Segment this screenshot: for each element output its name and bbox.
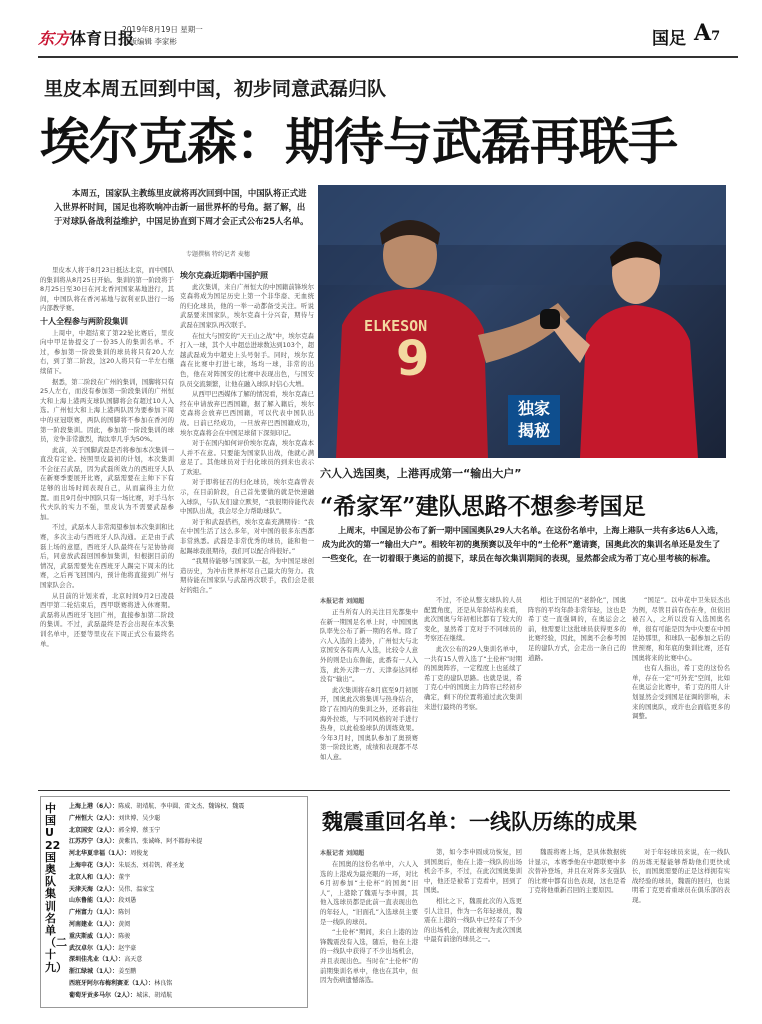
- roster-team: 深圳佳兆业（1人）：: [69, 956, 125, 964]
- third-paragraph: 在国奥的这份名单中，六人入选的上港成为最亮眼的一环，对比6月初参加“土伦杯”的国奥“旧人”，上港除了魏震与李申圆，其他入选球员都是此前一直表现出色的年轻人，“旧面孔”入选球员主要是一线队的球员。: [320, 860, 418, 926]
- roster-players: 陈钊: [118, 909, 131, 917]
- roster-players: 陈威、胡靖航、李申圆、雷文杰、魏锦权、魏震: [118, 803, 245, 810]
- col1-paragraph: 从目前的计划来看，北京时间9月2日凌晨西甲第二轮结束后，西甲联赛将进入休赛期。武磊将从西班牙飞回广州，直接参加第二阶段的集训。不过，武磊最终是否会出现在本次集训名单中，还要等里皮在下周正式公布最终名单。: [40, 591, 174, 648]
- jersey-name: ELKESON: [364, 317, 428, 335]
- third-column-1: [320, 860, 418, 1008]
- roster-players: 姜至鹏: [118, 968, 137, 976]
- col1-paragraph: 不过，武磊本人非常渴望参加本次集训和比赛，多次主动与西班牙人队沟通。正是由于武磊上场的意愿，西班牙人队最终在与足协协商后，同意放武磊回国参加集训，但根据目前的情况，武磊需要先在西班牙人踢完下周末的比赛，之后再飞回国内，预计他将直接到广州与国家队会合。: [40, 523, 174, 589]
- player-right-glove: [540, 309, 560, 329]
- col2-paragraph: 在恒大与国安的“天王山之战”中，埃尔克森打入一球，其个人中超总进球数达到103个，超越武磊成为中超史上头号射手。同时，埃尔克森在比赛中打进七球，场均一球，非常的出色，他在对阵国安的比赛中表现出色，与国安队员交流频繁，让他在融入球队时信心大增。: [180, 331, 314, 388]
- roster-row: [69, 836, 305, 848]
- roster-players: 陈骏: [118, 932, 131, 940]
- column-1: [40, 266, 174, 782]
- second-lead: 上周末，中国足协公布了新一期中国国奥队29人大名单。在这份名单中，上海上港队一共有多达6人入选，成为此次的第一“输出大户”。相较年初的奥预赛以及年中的“土伦杯”邀请赛，国奥此次的集训名单还是发生了一些变化，在一切着眼于奥运的前提下，球员在每次集训期间的表现，显然都会成为希丁克心里考核的标准。: [322, 525, 724, 563]
- col1-paragraph: 据悉，第二阶段在广州的集训，国脚将只有25人左右，而没有参加第一阶段集训的广州恒大和上海上港两支球队国脚将会有超过10人入选。广州恒大和上海上港两队因为要参加下周中的亚冠联赛，两队的国脚将不参加在香河的第一阶段集训。因此，参加第一阶段集训的球员，竞争非常激烈，淘汰率几乎为50%。: [40, 377, 174, 444]
- masthead: [38, 8, 738, 56]
- third-headline: 魏震重回名单：一线队历练的成果: [322, 809, 637, 834]
- roster-team: 上海上港（6人）：: [69, 803, 119, 810]
- col1-paragraph: 此前，关于国脚武磊是否将参加本次集训一直没有定论。按照里皮最初的计划，本次集训不会征召武磊，因为武磊所效力的西班牙人队在新赛季要展开比赛，武磊需要在主帅下下有足够的出场时间表现自己，从而赢得主力位置。而且9月份中国队只有一场比赛，对手马尔代夫队的实力不强，里皮认为不需要武磊参加。: [40, 445, 174, 521]
- roster-team: 河南建业（1人）：: [69, 920, 119, 928]
- col2-paragraph: 对于在国内如何评价埃尔克森，埃尔克森本人并不在意。只要能为国家队出战，他就心满意足了。其他球员对于归化球员的到来也表示了欢迎。: [180, 439, 314, 476]
- roster-list: [69, 801, 305, 1002]
- third-paragraph: “土伦杯”期间，来自上港的边锋魏震没有入选，随后，他在上港的一线队中获得了不少出场机会，并且表现出色。当时在“土伦杯”的前期集训名单中，他也在其中，但因为伤病遗憾落选。: [320, 928, 418, 985]
- roster-row: [69, 907, 305, 919]
- roster-team: 重庆斯威（1人）：: [69, 932, 119, 940]
- page-number: [694, 20, 720, 46]
- roster-players: 郭全博、蔡玉宁: [118, 826, 161, 834]
- second-paragraph: 相比于国足的“老龄化”，国奥阵容的平均年龄非常年轻，这也是希丁克一直强调的，在奥运会之前，他需要让这批球员获得更多的比赛经验，因此，国奥不会参考国足的建队方式，会走出一条自己的道路。: [528, 596, 626, 662]
- roster-row: [69, 954, 305, 966]
- roster-team: 西班牙阿尔布梅利赛亚（1人）：: [69, 979, 155, 987]
- roster-row: [69, 813, 305, 825]
- roster-players: 高天意: [124, 956, 143, 964]
- roster-row: [69, 931, 305, 943]
- section-divider: [38, 790, 730, 791]
- roster-team: 武汉卓尔（1人）：: [69, 944, 119, 952]
- third-paragraph: 对于年轻球员来说，在一线队的历练无疑能够帮助他们更快成长，而国奥需要的正是这样拥有实战经验的球员，魏震的回归，也说明希丁克更看重球员在俱乐部的表现。: [632, 848, 730, 904]
- col2-paragraph: 此次集训，来自广州恒大的中国籍前锋埃尔克森将成为国足历史上第一个非华裔、无血统的归化球员，他的一举一动都备受关注。听说武磊要来国家队，埃尔克森十分兴奋，期待与武磊在国家队再次联手。: [180, 282, 314, 329]
- masthead-rule: [38, 56, 738, 58]
- roster-team: 天津天海（2人）：: [69, 885, 119, 893]
- roster-row: [69, 801, 305, 813]
- top-lead: 本周五，国家队主教练里皮就将再次回到中国，中国队将正式进入世界杯时间，国足也将吹响冲击新一届世界杯的号角。据了解，出于对球队备战利益维护，中国足协直到下周才会正式公布25人名单。: [54, 188, 309, 226]
- second-paragraph: 此次公布的29人集训名单中，一共有15人曾入选了“土伦杯”时期的国奥阵容，一定程度上也延续了希丁克的建队思路。也就是说，希丁克心中的国奥主力阵容已经初步确定，剩下的位置将通过此次集训来进行最终的考察。: [424, 644, 522, 711]
- badge-line-1: 独家: [517, 399, 550, 418]
- subhead-passport: 埃尔克森近期晒中国护照: [180, 271, 268, 280]
- subhead-training: 十人全程参与两阶段集训: [40, 316, 128, 326]
- second-paragraph: 正当所有人的关注目光都集中在新一期国足名单上时，中国国奥队率先公布了新一期的名单。除了六人入选的上港外，广州恒大与北京国安各有两人入选，比较令人意外的则是山东鲁能，此番有一人入选，此外天津一方、天津泰达同样没有“输出”。: [320, 608, 418, 684]
- third-paragraph: 相比之下，魏震此次的入选更引人注目，作为一名年轻球员，魏震在上港的一线队中已经有了不少的出场机会，因此被视为此次国奥中最有前途的球员之一。: [424, 896, 522, 944]
- top-headline: 埃尔克森：期待与武磊再联手: [40, 112, 677, 171]
- roster-team: 葡萄牙贡多马尔（2人）：: [69, 991, 137, 999]
- roster-row: [69, 990, 305, 1002]
- page-digit: 7: [711, 29, 721, 44]
- top-kicker: 里皮本周五回到中国，初步同意武磊归队: [44, 78, 387, 100]
- col2-paragraph: 对于和武磊搭档，埃尔克森充满期待：“我在中国生活了这么多年，对中国的很多东西都非常熟悉。武磊是非常优秀的球员，能和他一起踢球我很期待，我们可以配合得很好。”: [180, 517, 314, 555]
- roster-players: 城沫、胡靖航: [136, 991, 173, 999]
- roster-team: 广州恒大（2人）：: [69, 814, 119, 822]
- roster-row: [69, 895, 305, 907]
- roster-team: 上海申花（3人）：: [69, 861, 119, 869]
- roster-players: 周俊龙: [130, 850, 149, 858]
- col2-paragraph: 从西甲巴西媒体了解的情况看，埃尔克森已经在申请放弃巴西国籍，据了解入籍后，埃尔克森将会放弃巴西国籍，可以代表中国队出战。日前已经成功，一旦放弃巴西国籍成功，埃尔克森将会在中国足球留下深刻印记。: [180, 390, 314, 437]
- jersey-number: 9: [396, 331, 430, 387]
- second-column-2: [424, 596, 522, 796]
- second-paragraph: 不过，不论从整支球队的人员配置角度，还是从年龄结构来看，此次国奥与年初相比都有了较大的变化，显然希丁克对于不同球员的考察还在继续。: [424, 596, 522, 643]
- logo-east: 东方: [38, 29, 71, 48]
- roster-row: [69, 919, 305, 931]
- top-byline: 专题撰稿 特约记者 麦穗: [186, 251, 250, 258]
- roster-team: 广州富力（1人）：: [69, 909, 119, 917]
- third-column-3: [528, 848, 626, 1008]
- second-byline: 本报记者 刘闻超: [320, 598, 365, 605]
- roster-players: 赵宇豪: [118, 944, 137, 952]
- roster-team: 山东鲁能（1人）：: [69, 897, 119, 905]
- second-paragraph: “国足”。以申花中卫朱辰杰出为例，尽管目前有伤在身，但依旧被召入，之所以没有入选国奥名单，很有可能是因为中央要在中国足协那里，和球队一起参加之后的世预赛，和年底的集训比赛，还有国奥将来的比赛中心。: [632, 596, 730, 662]
- third-byline: 本报记者 刘闻超: [320, 850, 365, 857]
- roster-row: [69, 966, 305, 978]
- page-editors: 本版编辑 李家彬: [122, 37, 177, 46]
- second-column-4: [632, 596, 730, 796]
- second-paragraph: 也有人指出，希丁克的这份名单，存在一定“可外充”空间，比如在奥运会比赛中，希丁克的用人计划显然会受到国足征调的影响，未来的国奥队，或许也会面临更多的调整。: [632, 664, 730, 721]
- roster-team: 北京国安（2人）：: [69, 826, 119, 834]
- logo-sports-daily: 体育日报: [70, 29, 135, 48]
- issue-date: 2019年8月19日 星期一: [122, 25, 203, 34]
- badge-line-2: 揭秘: [517, 421, 550, 440]
- roster-team: 浙江绿城（1人）：: [69, 968, 119, 976]
- roster-players: 董宇: [118, 873, 131, 881]
- roster-row: [69, 884, 305, 896]
- roster-team: 河北华夏幸福（1人）：: [69, 850, 131, 858]
- second-paragraph: 此次集训将在8月底至9月初展开，国奥此次将集训与热身结合，除了在国内的集训之外，还将前往海外拉练，与不同风格的对手进行热身，以此检验球队的训练效果。今年3月时，国奥队参加了奥预赛第一阶段比赛，成绩和表现都不尽如人意。: [320, 685, 418, 761]
- logo: [38, 26, 134, 49]
- second-headline: “希家军”建队思路不想参考国足: [320, 493, 646, 520]
- roster-team: 江苏苏宁（3人）：: [69, 838, 119, 846]
- column-2: [180, 268, 314, 782]
- roster-players: 黄阅: [118, 920, 131, 928]
- stadium-seats: [318, 185, 726, 245]
- feature-photo: [318, 185, 726, 458]
- roster-row: [69, 872, 305, 884]
- roster-players: 吴伟、温家宝: [118, 885, 155, 893]
- page-letter: A: [694, 20, 712, 46]
- section-name: 国足: [652, 29, 686, 49]
- stadium-band: [318, 245, 726, 285]
- third-column-4: [632, 848, 730, 1008]
- roster-row: [69, 860, 305, 872]
- roster-players: 朱辰杰、刘若钒、蒋圣龙: [118, 861, 185, 869]
- roster-title: 中国U22国奥队集训名单（二十九）: [45, 802, 67, 974]
- roster-players: 黄紫昌、张诚峰、阿不都海米提: [118, 838, 203, 846]
- roster-players: 段刘愚: [118, 897, 137, 905]
- player-right-jersey: [580, 305, 698, 458]
- third-column-2: [424, 848, 522, 1008]
- roster-row: [69, 848, 305, 860]
- roster-players: 林良铭: [154, 979, 173, 987]
- roster-row: [69, 943, 305, 955]
- third-paragraph: 魏震将赛上场，是具体数据统计显示，本赛季他在中超联赛中多次替补登场，并且在对阵多支强队的比赛中都有出色表现，这也是希丁克将他重新召回的主要原因。: [528, 848, 626, 895]
- roster-players: 刘世博、吴少聪: [118, 814, 161, 822]
- roster-sidebar: [40, 796, 308, 1008]
- col1-paragraph: 上周中，中超结束了第22轮比赛后，里皮向中甲足协提交了一份35人的集训名单。不过，参加第一阶段集训的球员将只有20人左右，到了第二阶段，这20人将只有一半左右继续留下。: [40, 328, 174, 375]
- exclusive-badge: [508, 395, 560, 445]
- col1-paragraph: 里皮本人将于8月23日抵达北京，而中国队的集训将从8月25日开始。集训的第一阶段将于8月25日至30日在河北香河国家基地进行，其间，中国队将在香河基地与叙利亚队进行一场内部教学赛。: [40, 266, 174, 313]
- second-column-3: [528, 596, 626, 796]
- third-paragraph: 第，如今李申圆成功恢复，回到国奥后，他在上港一线队的出场机会不多，不过，在此次国奥集训中，他还是被希丁克看中，回到了国奥。: [424, 848, 522, 895]
- roster-team: 北京人和（1人）：: [69, 873, 119, 881]
- col2-paragraph: “我期待能够与国家队一起，为中国足球创造历史，为冲击世界杯尽自己最大的努力。我期待能在国家队与武磊再次联手，我们会是很好的组合。”: [180, 557, 314, 594]
- second-column-1: [320, 608, 418, 796]
- second-kicker: 六人入选国奥，上港再成第一“输出大户”: [320, 467, 522, 480]
- roster-row: [69, 978, 305, 990]
- roster-row: [69, 825, 305, 837]
- col2-paragraph: 对于即将征召的归化球员，埃尔克森曾表示，在目前阶段，自己首先要做的就是快速融入球队，与队友们建立默契，“我很期待能代表中国队出战，我会尽全力帮助球队”。: [180, 478, 314, 516]
